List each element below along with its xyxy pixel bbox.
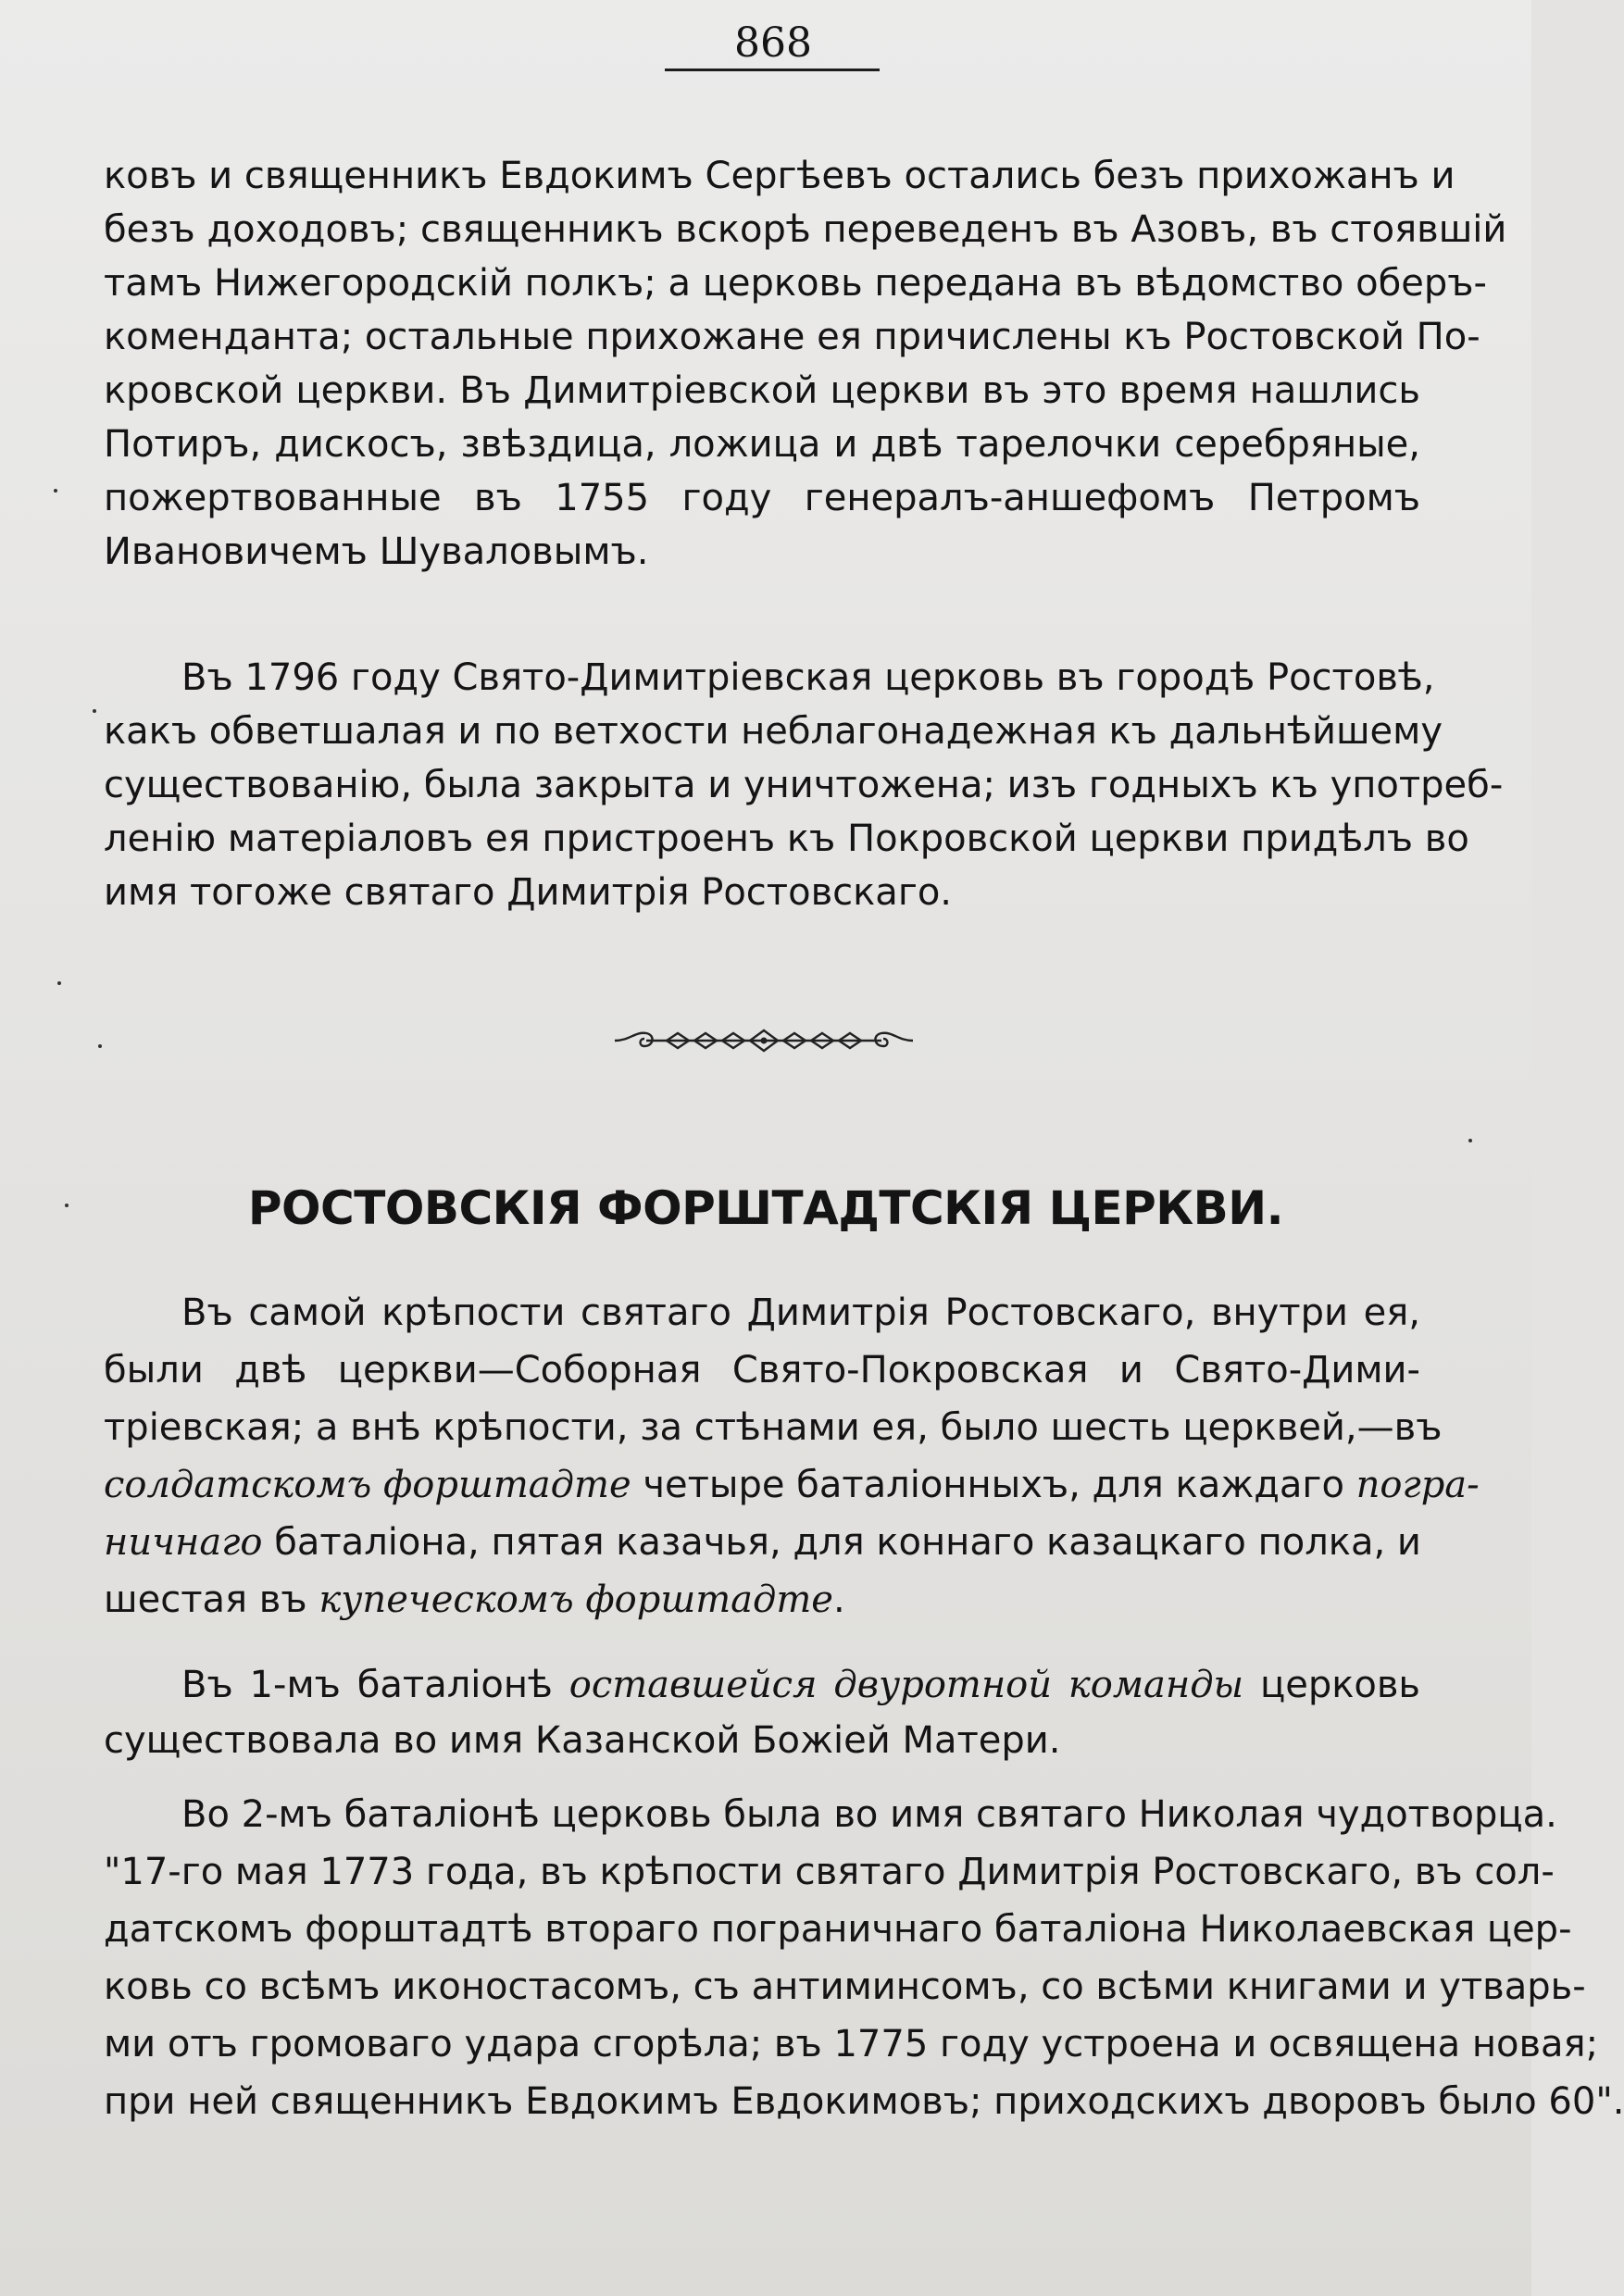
scan-speck xyxy=(93,709,96,713)
text-line: какъ обветшалая и по ветхости неблагонадежная къ дальнѣйшему xyxy=(104,710,1443,753)
text-line: при ней священникъ Евдокимъ Евдокимовъ; приходскихъ дворовъ было 60". xyxy=(104,2080,1624,2123)
text-line: Во 2-мъ баталіонѣ церковь была во имя святаго Николая чудотворца. xyxy=(181,1793,1557,1836)
text-line: имя тогоже святаго Димитрія Ростовскаго. xyxy=(104,871,953,914)
text-line: датскомъ форштадтѣ втораго пограничнаго баталіона Николаевская цер- xyxy=(104,1908,1572,1951)
italic-term: солдатскомъ форштадте xyxy=(104,1464,631,1506)
text-span: церковь xyxy=(1243,1664,1421,1706)
text-line: пожертвованные въ 1755 году генералъ-аншефомъ Петромъ xyxy=(104,477,1420,519)
page-number: 868 xyxy=(734,19,812,67)
text-line: тамъ Нижегородскій полкъ; а церковь передана въ вѣдомство оберъ- xyxy=(104,262,1487,305)
text-line: ленію матеріаловъ ея пристроенъ къ Покровской церкви придѣлъ во xyxy=(104,817,1469,860)
text-line: Потиръ, дискосъ, звѣздица, ложица и двѣ тарелочки серебряные, xyxy=(104,423,1420,466)
text-line: Въ 1796 году Свято-Димитріевская церковь въ городѣ Ростовѣ, xyxy=(181,656,1435,699)
text-line: ми отъ громоваго удара сгорѣла; въ 1775 году устроена и освящена новая; xyxy=(104,2023,1599,2065)
text-line: были двѣ церкви—Соборная Свято-Покровская и Свято-Дими- xyxy=(104,1349,1420,1391)
text-line: существовала во имя Казанской Божіей Матери. xyxy=(104,1719,1061,1762)
scan-speck xyxy=(65,1204,69,1207)
text-span: четыре баталіонныхъ, для каждаго xyxy=(631,1464,1356,1506)
scan-speck xyxy=(1468,1139,1472,1142)
text-line: "17-го мая 1773 года, въ крѣпости святаго Димитрія Ростовскаго, въ сол- xyxy=(104,1851,1555,1893)
ornament-divider xyxy=(611,1020,917,1061)
text-line: ковъ и священникъ Евдокимъ Сергѣевъ остались безъ прихожанъ и xyxy=(104,155,1455,197)
section-heading: РОСТОВСКІЯ ФОРШТАДТСКІЯ ЦЕРКВИ. xyxy=(247,1181,1284,1235)
text-line: коменданта; остальные прихожане ея причислены къ Ростовской По- xyxy=(104,316,1480,358)
text-line: Ивановичемъ Шуваловымъ. xyxy=(104,530,649,573)
text-line xyxy=(104,1516,1420,1568)
text-line: тріевская; а внѣ крѣпости, за стѣнами ея, было шесть церквей,—въ xyxy=(104,1406,1443,1449)
page-number-rule xyxy=(665,69,880,71)
italic-term: оставшейся двуротной команды xyxy=(568,1664,1244,1706)
text-span: Въ 1-мъ баталіонѣ xyxy=(181,1664,569,1706)
italic-term: ничнаго xyxy=(104,1521,263,1564)
text-line: Въ самой крѣпости святаго Димитрія Ростовскаго, внутри ея, xyxy=(181,1292,1420,1334)
text-line: безъ доходовъ; священникъ вскорѣ переведенъ въ Азовъ, въ стоявшій xyxy=(104,208,1507,251)
scan-speck xyxy=(57,981,61,985)
text-span: шестая въ xyxy=(104,1578,319,1621)
text-line xyxy=(104,1659,1420,1711)
text-line xyxy=(104,1459,1480,1511)
text-line: кровской церкви. Въ Димитріевской церкви въ это время нашлись xyxy=(104,369,1420,412)
scan-speck xyxy=(98,1044,102,1048)
text-span: баталіона, пятая казачья, для коннаго казацкаго полка, и xyxy=(262,1521,1421,1564)
italic-term: купеческомъ форштадте xyxy=(319,1578,833,1621)
italic-term: погра- xyxy=(1355,1464,1480,1506)
scan-speck xyxy=(54,489,57,493)
text-line: существованію, была закрыта и уничтожена; изъ годныхъ къ употреб- xyxy=(104,764,1504,806)
text-line xyxy=(104,1574,1420,1626)
text-span: . xyxy=(832,1578,845,1621)
text-line: ковь со всѣмъ иконостасомъ, съ антиминсомъ, со всѣми книгами и утварь- xyxy=(104,1965,1586,2008)
